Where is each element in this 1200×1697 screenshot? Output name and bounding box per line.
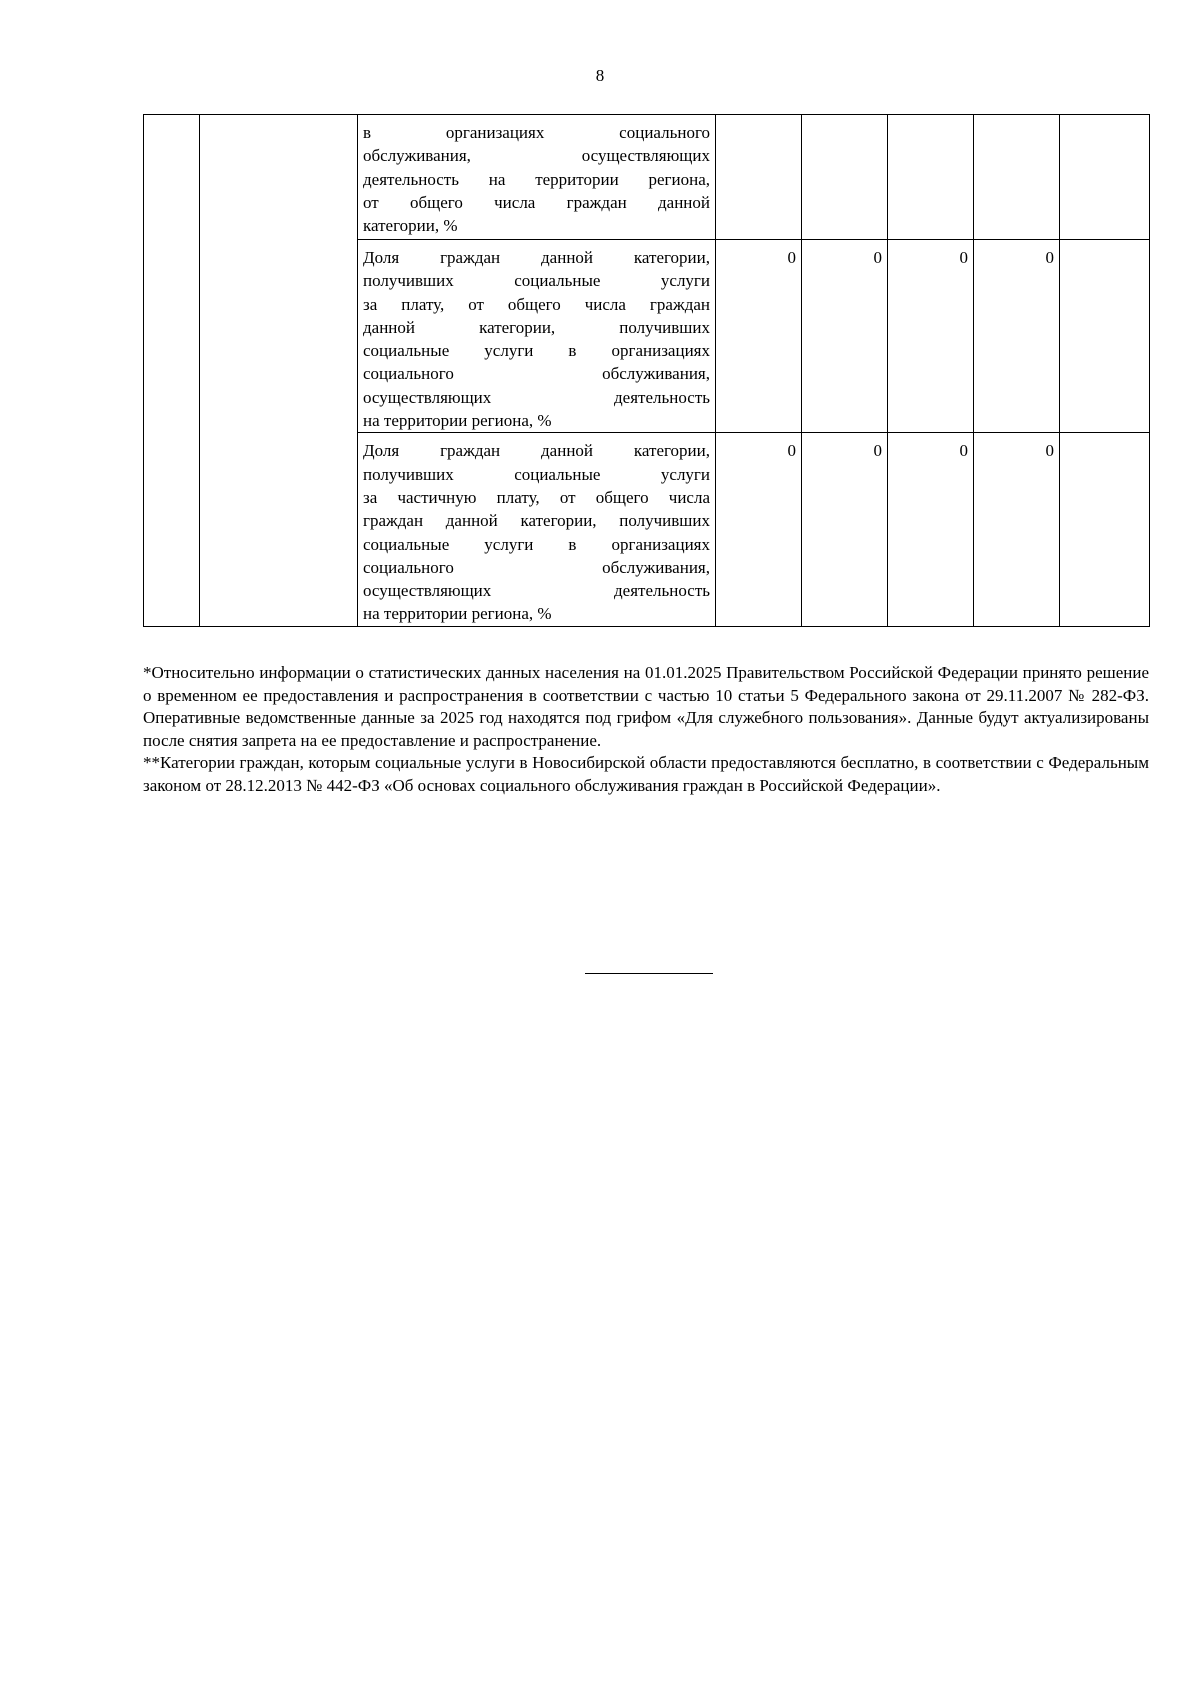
description-line: данной категории, получивших (363, 317, 710, 337)
value-cell (974, 115, 1060, 240)
description-line: социального обслуживания, (363, 557, 710, 577)
description-line: деятельность на территории региона, (363, 169, 710, 189)
description-line: граждан данной категории, получивших (363, 511, 710, 531)
description-line: категории, % (363, 216, 458, 236)
description-line: социальные услуги в организациях (363, 534, 710, 554)
description-line: Доля граждан данной категории, (363, 441, 710, 461)
description-line: на территории региона, % (363, 604, 552, 624)
value-cell: 0 (888, 240, 974, 433)
value-cell (802, 115, 888, 240)
description-line: осуществляющих деятельность (363, 387, 710, 407)
value-cell: 0 (716, 240, 802, 433)
description-line: социального обслуживания, (363, 364, 710, 384)
description-line: социальные услуги в организациях (363, 341, 710, 361)
description-line: Доля граждан данной категории, (363, 248, 710, 267)
end-of-document-rule (585, 973, 713, 974)
description-line: получивших социальные услуги (363, 464, 710, 484)
page-number: 8 (595, 66, 605, 85)
value-cell: 0 (716, 433, 802, 626)
value-cell: 0 (888, 433, 974, 626)
value-cell: 0 (974, 433, 1060, 626)
table-row (144, 115, 1150, 240)
value-cell (716, 115, 802, 240)
category-cell (200, 115, 358, 627)
value-cell: 0 (974, 240, 1060, 433)
value-cell (1060, 240, 1150, 433)
value-cell: 0 (802, 433, 888, 626)
description-line: в организациях социального (363, 123, 710, 142)
value-cell (888, 115, 974, 240)
indicator-description (358, 433, 716, 626)
indicators-table (143, 114, 1150, 627)
value-cell (1060, 115, 1150, 240)
indicator-description (358, 240, 716, 433)
description-line: на территории региона, % (363, 411, 552, 431)
description-line: за плату, от общего числа граждан (363, 294, 710, 314)
value-cell: 0 (802, 240, 888, 433)
description-line: обслуживания, осуществляющих (363, 146, 710, 166)
description-line: осуществляющих деятельность (363, 581, 710, 601)
footnote-categories: **Категории граждан, которым социальные услуги в Новосибирской области предоставляются бесплатно, в соответствии с Федеральным законом от 28.12.2013 № 442-ФЗ «Об основах социального обслуживания граждан в Российской Федерации». (143, 753, 1149, 795)
number-cell (144, 115, 200, 627)
footnote-statistics: *Относительно информации о статистических данных населения на 01.01.2025 Правительством Российской Федерации принято решение о временном ее предоставления и распространения в соответствии с частью 10 статьи 5 Федерального закона от 29.11.2007 № 282-ФЗ. Оперативные ведомственные данные за 2025 год находятся под грифом «Для служебного пользования». Данные будут актуализированы после снятия запрета на ее предоставление и распространение. (143, 663, 1149, 750)
indicator-description (358, 115, 716, 240)
description-line: за частичную плату, от общего числа (363, 487, 710, 507)
value-cell (1060, 433, 1150, 626)
footnotes (143, 662, 1149, 798)
description-line: от общего числа граждан данной (363, 192, 710, 212)
description-line: получивших социальные услуги (363, 271, 710, 291)
